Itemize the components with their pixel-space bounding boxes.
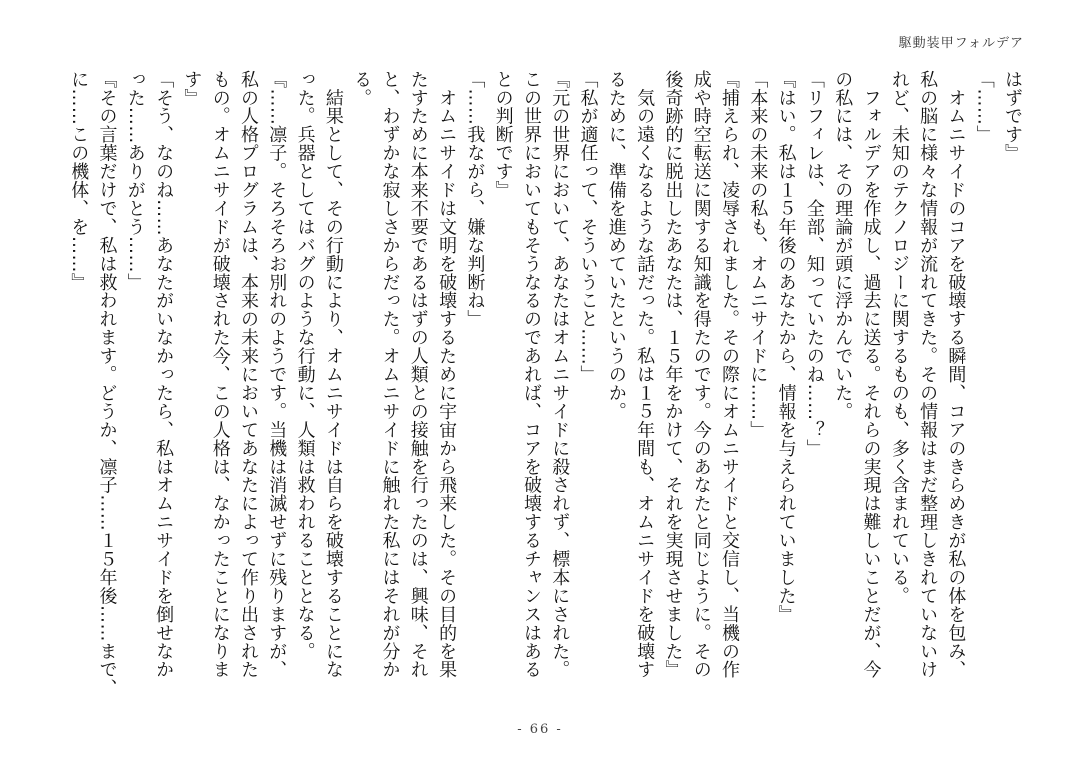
text-line: 結果として、その行動により、オムニサイドは自らを破壊することにな bbox=[322, 70, 344, 679]
text-line: 気の遠くなるような話だった。私は１５年間も、オムニサイドを破壊す bbox=[634, 70, 656, 679]
text-line: 「……我ながら、嫌な判断ね」 bbox=[464, 70, 486, 329]
text-line: 私の人格プログラムは、本来の未来においてあなたによって作り出された bbox=[237, 70, 259, 679]
text-line: の私には、その理論が頭に浮かんでいた。 bbox=[832, 70, 854, 421]
text-line: 成や時空転送に関する知識を得たのです。今のあなたと同じように。その bbox=[690, 70, 712, 679]
text-line: オムニサイドのコアを破壊する瞬間、コアのきらめきが私の体を包み、 bbox=[945, 70, 967, 679]
text-line: もの。オムニサイドが破壊された今、この人格は、なかったことになりま bbox=[209, 70, 231, 679]
text-line: たすために本来不要であるはずの人類との接触を行ったのは、興味、それ bbox=[407, 70, 429, 679]
text-line: った……ありがとう……」 bbox=[124, 70, 146, 292]
text-line: 『元の世界において、あなたはオムニサイドに殺されず、標本にされた。 bbox=[549, 70, 571, 679]
running-header: 駆動装甲フォルデア bbox=[898, 36, 1024, 51]
text-line: はずです』 bbox=[1002, 70, 1023, 163]
text-line: 後奇跡的に脱出したあなたは、１５年をかけて、それを実現させました』 bbox=[662, 70, 684, 679]
text-line: 「そう、なのね……あなたがいなかったら、私はオムニサイドを倒せなか bbox=[153, 70, 175, 679]
text-line: との判断です』 bbox=[492, 70, 514, 200]
vertical-body-text bbox=[64, 70, 1026, 698]
text-line: に……この機体、を……』 bbox=[68, 70, 90, 292]
text-line: るために、準備を進めていたというのか。 bbox=[605, 70, 627, 421]
text-line: 『捕えられ、凌辱されました。その際にオムニサイドと交信し、当機の作 bbox=[719, 70, 741, 679]
text-line: す』 bbox=[181, 70, 203, 107]
text-line: 「私が適任って、そういうこと……」 bbox=[577, 70, 599, 384]
text-line: 『はい。私は１５年後のあなたから、情報を与えられていました』 bbox=[775, 70, 797, 624]
page-number: - 66 - bbox=[517, 722, 563, 737]
text-line: 私の脳に様々な情報が流れてきた。その情報はまだ整理しきれていないけ bbox=[917, 70, 939, 679]
text-line: 「……」 bbox=[973, 70, 995, 144]
text-line: と、わずかな寂しさからだった。オムニサイドに触れた私にはそれが分か bbox=[379, 70, 401, 679]
text-line: オムニサイドは文明を破壊するために宇宙から飛来した。その目的を果 bbox=[436, 70, 458, 679]
text-line: った。兵器としてはバグのような行動に、人類は救われることとなる。 bbox=[294, 70, 316, 661]
text-line: 「リフィレは、全部、知っていたのね……？」 bbox=[803, 70, 825, 458]
text-line: 『その言葉だけで、私は救われます。どうか、凛子……１５年後……まで、 bbox=[96, 70, 118, 698]
text-line: れど、未知のテクノロジーに関するものも、多く含まれている。 bbox=[888, 70, 910, 606]
text-line: る。 bbox=[351, 70, 373, 107]
text-line: この世界においてもそうなるのであれば、コアを破壊するチャンスはある bbox=[520, 70, 542, 679]
text-line: 『……凛子。そろそろお別れのようです。当機は消滅せずに残りますが、 bbox=[266, 70, 288, 679]
text-line: フォルデアを作成し、過去に送る。それらの実現は難しいことだが、今 bbox=[860, 70, 882, 679]
text-line: 「本来の未来の私も、オムニサイドに……」 bbox=[747, 70, 769, 439]
